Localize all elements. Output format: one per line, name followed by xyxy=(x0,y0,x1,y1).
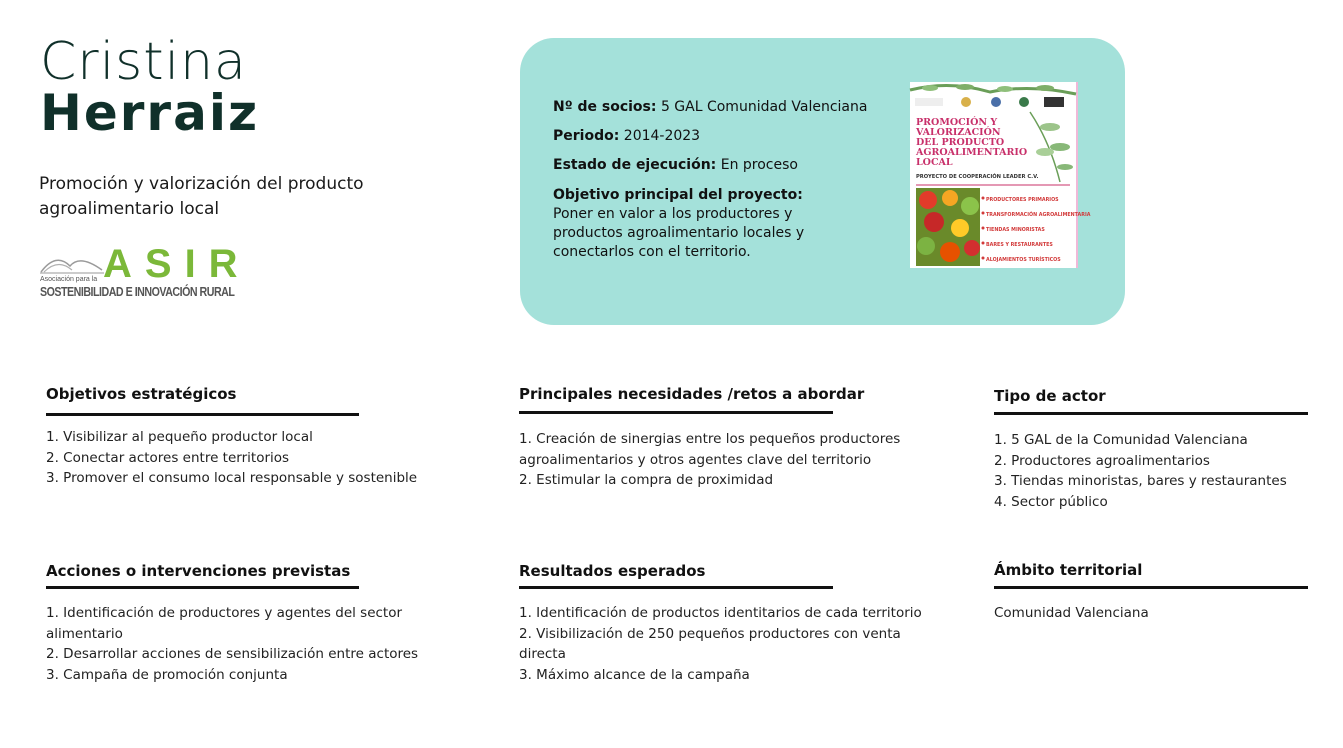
resultados-list xyxy=(519,603,939,685)
list-item: 2. Conectar actores entre territorios xyxy=(46,449,290,466)
list-item: 3. Tiendas minoristas, bares y restaurantes xyxy=(994,473,1287,489)
list-item: 2. Productores agroalimentarios xyxy=(994,452,1210,469)
actor-list xyxy=(994,430,1324,512)
estado-value: En proceso xyxy=(720,157,798,173)
necesidades-rule xyxy=(519,411,833,414)
poster-bullet: TIENDAS MINORISTAS xyxy=(986,228,1045,233)
poster-subtitle: PROYECTO DE COOPERACIÓN LEADER C.V. xyxy=(916,174,1039,180)
ambito-rule xyxy=(994,586,1308,589)
poster-bullet: PRODUCTORES PRIMARIOS xyxy=(986,198,1059,203)
estado-label: Estado de ejecución: xyxy=(553,157,717,173)
objetivo-block xyxy=(553,186,853,262)
actor-title: Tipo de actor xyxy=(994,387,1106,405)
periodo-line xyxy=(553,128,700,144)
logo-tagline: SOSTENIBILIDAD E INNOVACIÓN RURAL xyxy=(40,284,235,299)
poster-title: PROMOCIÓN Y VALORIZACIÓN DEL PRODUCTO AGROALIMENTARIO LOCAL xyxy=(916,117,1028,168)
socios-value: 5 GAL Comunidad Valenciana xyxy=(660,99,868,115)
resultados-rule xyxy=(519,586,833,589)
acciones-title: Acciones o intervenciones previstas xyxy=(46,562,351,580)
list-item: 1. 5 GAL de la Comunidad Valenciana xyxy=(994,432,1248,448)
necesidades-list xyxy=(519,429,944,491)
list-item: 1. Identificación de productos identitarios de cada territorio xyxy=(519,605,922,621)
socios-label: Nº de socios: xyxy=(553,99,657,115)
asir-logo xyxy=(40,242,251,304)
list-item: 3. Máximo alcance de la campaña xyxy=(519,666,750,683)
logo-small-text: Asociación para la xyxy=(40,276,98,283)
poster-bullet: TRANSFORMACIÓN AGROALIMENTARIA xyxy=(986,213,1091,218)
list-item: Comunidad Valenciana xyxy=(994,605,1149,621)
logo-letters: ASIR xyxy=(103,242,251,286)
objetivos-title: Objetivos estratégicos xyxy=(46,385,237,403)
poster-bullet: ALOJAMIENTOS TURÍSTICOS xyxy=(986,258,1061,263)
periodo-label: Periodo: xyxy=(553,128,620,144)
acciones-list xyxy=(46,603,456,685)
last-name: Herraiz xyxy=(40,84,260,142)
list-item: 1. Creación de sinergias entre los pequeños productores agroalimentarios y otros agentes clave del territorio xyxy=(519,431,901,468)
resultados-title: Resultados esperados xyxy=(519,562,706,580)
objetivo-value: Poner en valor a los productores y productos agroalimentario locales y conectarlos con el territorio. xyxy=(553,206,805,260)
objetivos-list xyxy=(46,427,466,489)
list-item: 1. Visibilizar al pequeño productor local xyxy=(46,429,313,445)
actor-rule xyxy=(994,412,1308,415)
list-item: 3. Campaña de promoción conjunta xyxy=(46,666,288,683)
objetivo-label: Objetivo principal del proyecto: xyxy=(553,187,803,203)
page-subtitle: Promoción y valorización del producto agroalimentario local xyxy=(39,174,364,219)
list-item: 2. Estimular la compra de proximidad xyxy=(519,472,774,488)
ambito-list xyxy=(994,603,1324,624)
socios-line xyxy=(553,99,867,115)
poster-bullet-list xyxy=(986,193,1090,268)
list-item: 4. Sector público xyxy=(994,493,1108,510)
project-info-card xyxy=(520,38,1125,325)
list-item: 3. Promover el consumo local responsable y sostenible xyxy=(46,470,418,486)
list-item: 1. Identificación de productores y agentes del sector alimentario xyxy=(46,605,403,642)
objetivos-rule xyxy=(46,413,359,416)
first-name: Cristina xyxy=(40,32,247,92)
poster-bullet: BARES Y RESTAURANTES xyxy=(986,243,1053,248)
project-poster-image xyxy=(910,82,1091,268)
necesidades-title: Principales necesidades /retos a abordar xyxy=(519,385,865,403)
estado-line xyxy=(553,157,798,173)
list-item: 2. Visibilización de 250 pequeños productores con venta directa xyxy=(519,625,901,662)
periodo-value: 2014-2023 xyxy=(623,128,701,144)
ambito-title: Ámbito territorial xyxy=(994,561,1143,579)
acciones-rule xyxy=(46,586,359,589)
list-item: 2. Desarrollar acciones de sensibilización entre actores xyxy=(46,646,419,662)
mountain-logo-icon xyxy=(40,248,104,276)
